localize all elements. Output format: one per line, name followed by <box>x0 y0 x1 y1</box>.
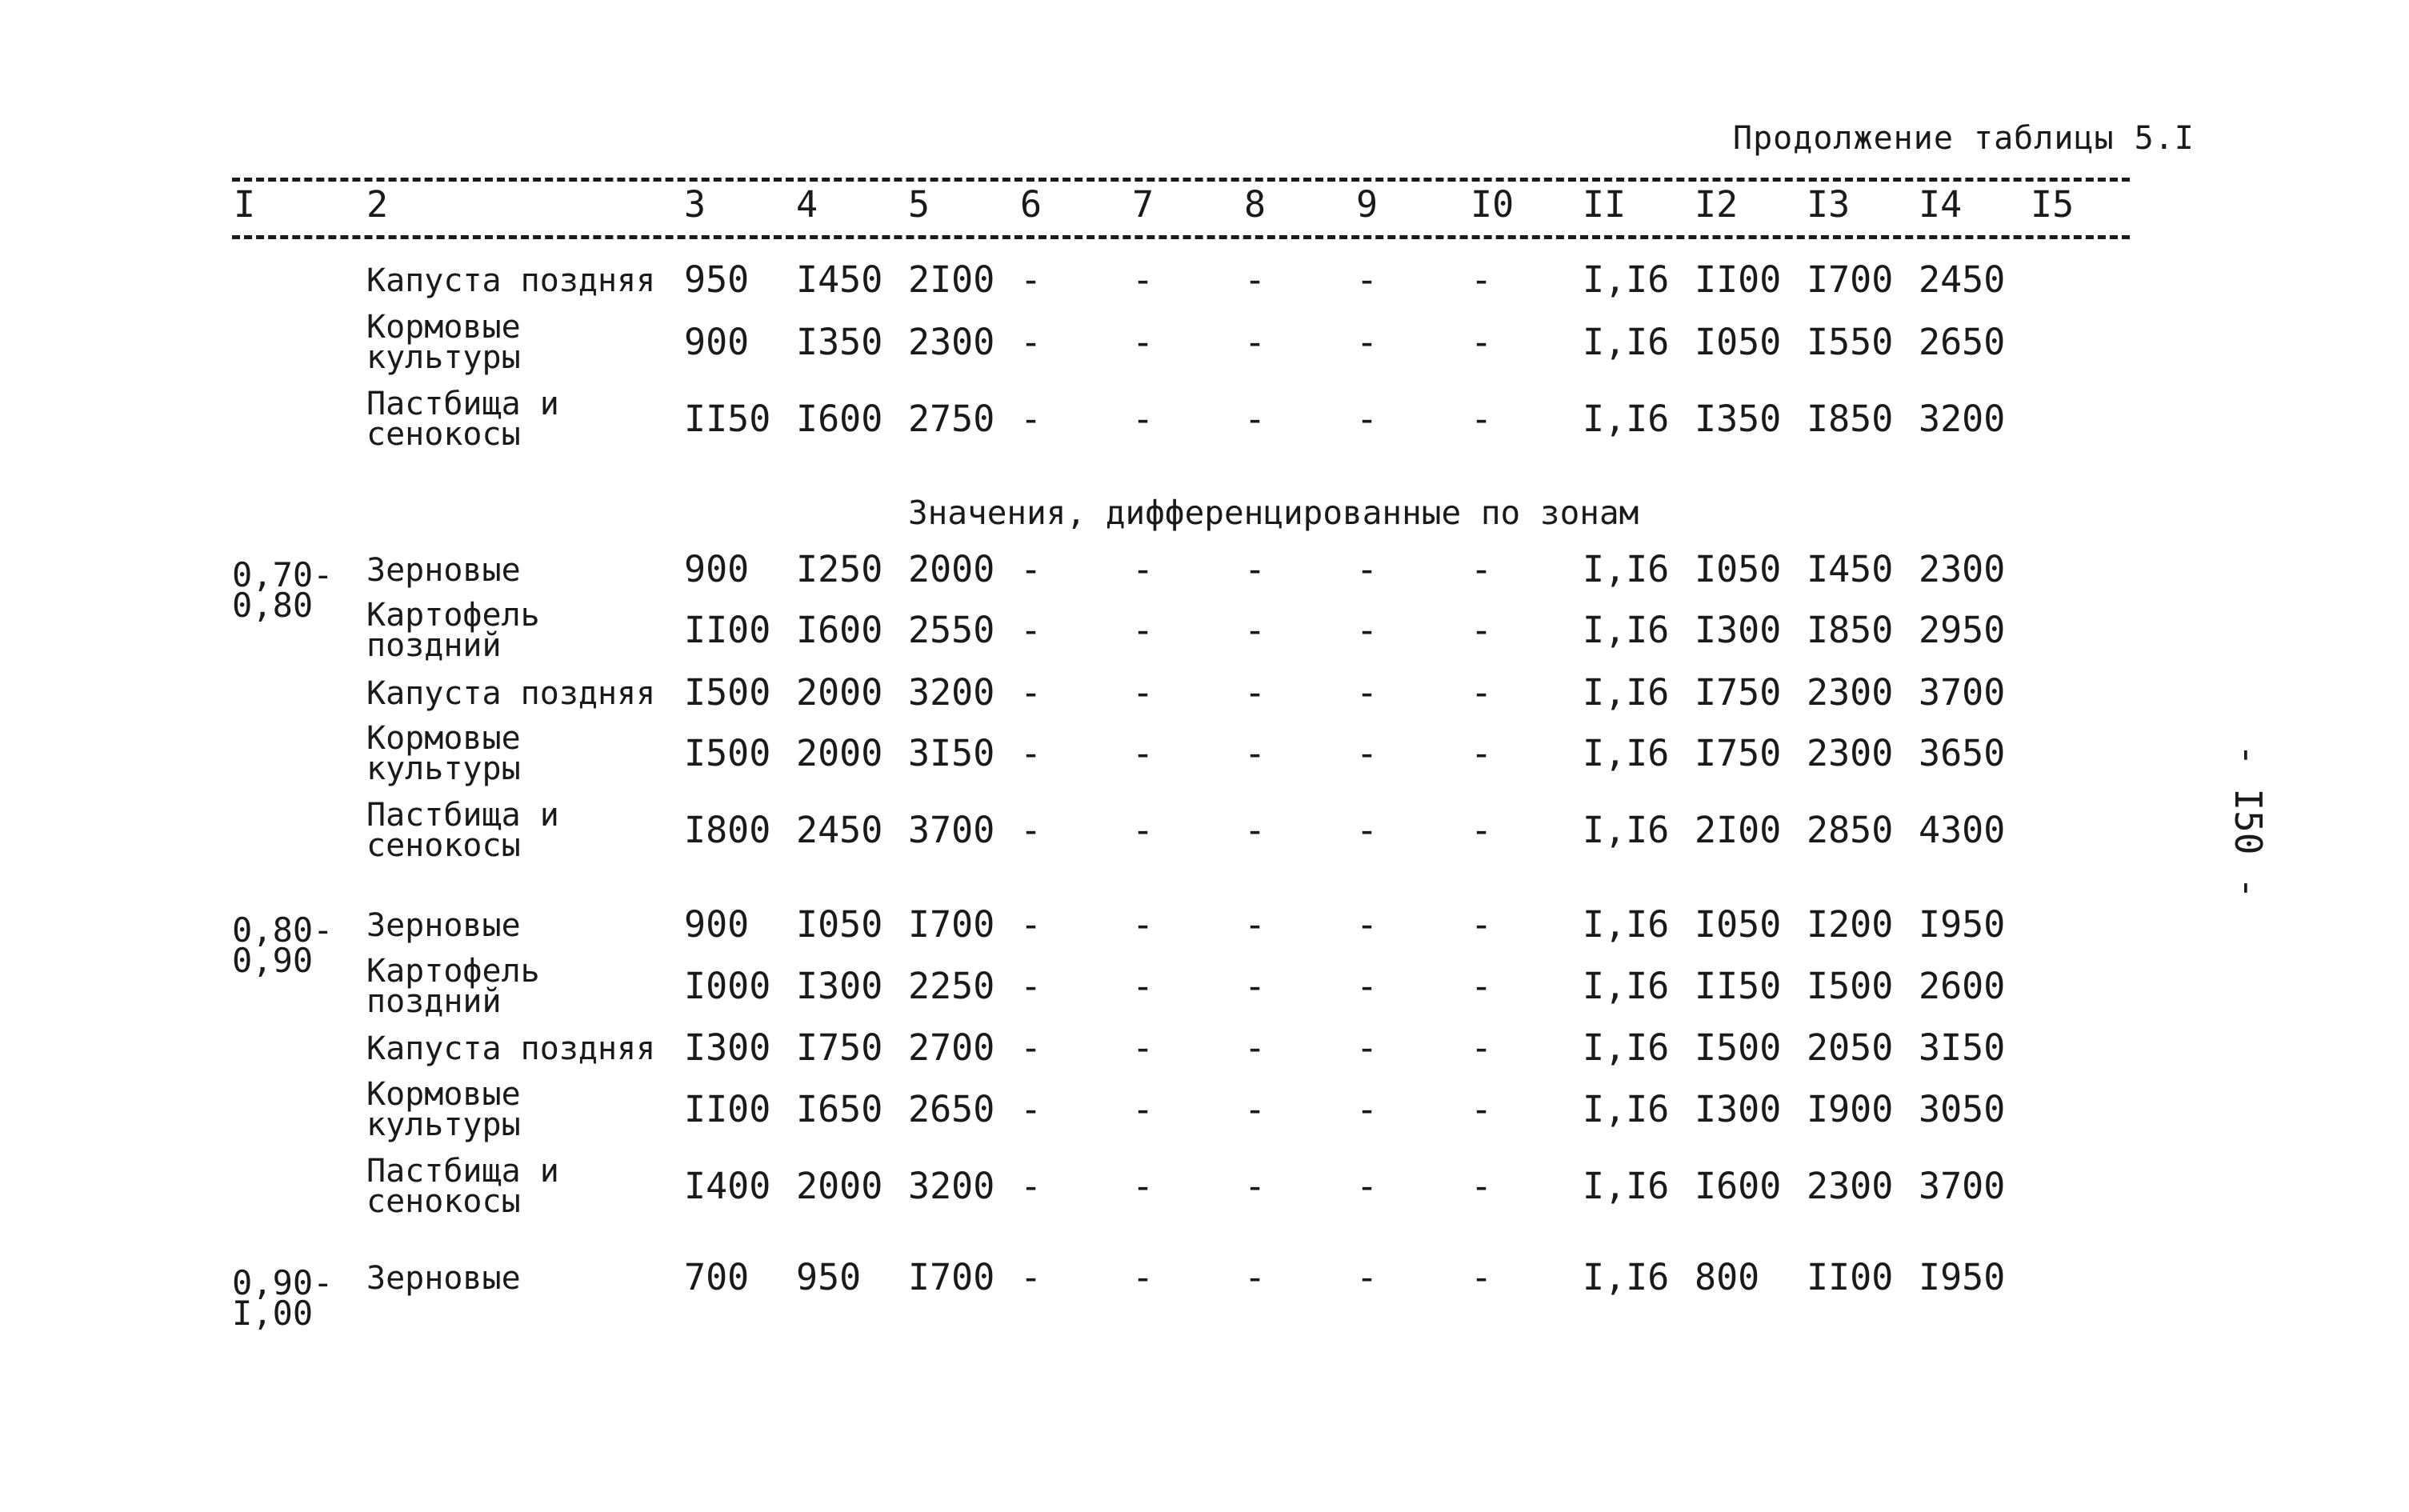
crop-name: Капуста поздняя <box>366 262 656 299</box>
table-cell: - <box>1244 671 1267 714</box>
table-cell: 3200 <box>908 1165 995 1207</box>
table-cell: - <box>1132 965 1154 1007</box>
table-cell: I050 <box>1695 321 1782 363</box>
table-cell: - <box>1471 671 1493 714</box>
table-cell: I,I6 <box>1583 1088 1670 1130</box>
page-number: - I50 - <box>2227 744 2270 899</box>
table-cell: - <box>1471 732 1493 774</box>
table-cell: 2300 <box>1919 548 2006 590</box>
table-cell: 2300 <box>1807 732 1894 774</box>
table-cell: I,I6 <box>1583 1026 1670 1069</box>
table-cell: 2300 <box>908 321 995 363</box>
table-cell: 950 <box>796 1256 862 1298</box>
table-cell: - <box>1471 903 1493 946</box>
table-cell: 3650 <box>1919 732 2006 774</box>
table-cell: - <box>1471 548 1493 590</box>
table-cell: I500 <box>1807 965 1894 1007</box>
table-cell: - <box>1356 1256 1379 1298</box>
table-cell: - <box>1471 609 1493 651</box>
table-cell: 3I50 <box>1919 1026 2006 1069</box>
table-cell: - <box>1020 548 1042 590</box>
table-cell: I050 <box>1695 903 1782 946</box>
column-header: I <box>234 183 256 226</box>
crop-name: культуры <box>366 339 521 376</box>
table-cell: - <box>1471 1026 1493 1069</box>
table-cell: 2300 <box>1807 1165 1894 1207</box>
table-cell: - <box>1244 398 1267 440</box>
table-cell: 2I00 <box>1695 809 1782 851</box>
table-cell: - <box>1356 609 1379 651</box>
table-cell: - <box>1244 809 1267 851</box>
table-cell: 2550 <box>908 609 995 651</box>
table-cell: - <box>1020 671 1042 714</box>
zone-label: 0,80 <box>232 586 314 625</box>
table-cell: II00 <box>684 1088 771 1130</box>
table-cell: 3I50 <box>908 732 995 774</box>
table-cell: - <box>1356 1165 1379 1207</box>
table-cell: - <box>1020 609 1042 651</box>
table-cell: I,I6 <box>1583 548 1670 590</box>
column-header: 9 <box>1356 183 1379 226</box>
table-cell: II50 <box>684 398 771 440</box>
table-cell: - <box>1020 1026 1042 1069</box>
table-cell: - <box>1020 903 1042 946</box>
table-cell: - <box>1471 258 1493 301</box>
table-cell: I450 <box>796 258 883 301</box>
table-cell: - <box>1132 548 1154 590</box>
table-cell: 2000 <box>908 548 995 590</box>
table-cell: - <box>1471 1088 1493 1130</box>
table-cell: I,I6 <box>1583 609 1670 651</box>
zone-label: 0,70- <box>232 555 334 594</box>
table-cell: 2000 <box>796 1165 883 1207</box>
table-cell: I050 <box>796 903 883 946</box>
table-cell: I750 <box>1695 671 1782 714</box>
table-cell: 900 <box>684 321 750 363</box>
table-cell: I850 <box>1807 609 1894 651</box>
crop-name: Кормовые <box>366 309 521 346</box>
table-cell: I950 <box>1919 903 2006 946</box>
table-cell: 800 <box>1695 1256 1760 1298</box>
column-header: 3 <box>684 183 706 226</box>
crop-name: культуры <box>366 1106 521 1143</box>
table-cell: 2050 <box>1807 1026 1894 1069</box>
table-cell: - <box>1356 1088 1379 1130</box>
table-cell: - <box>1356 548 1379 590</box>
table-cell: I900 <box>1807 1088 1894 1130</box>
table-cell: I,I6 <box>1583 398 1670 440</box>
table-cell: - <box>1020 732 1042 774</box>
table-cell: - <box>1132 398 1154 440</box>
table-cell: - <box>1356 671 1379 714</box>
column-header: I0 <box>1471 183 1515 226</box>
table-cell: - <box>1020 258 1042 301</box>
table-cell: - <box>1132 809 1154 851</box>
table-cell: - <box>1356 1026 1379 1069</box>
table-cell: - <box>1356 398 1379 440</box>
table-cell: 2750 <box>908 398 995 440</box>
column-header: I5 <box>2031 183 2075 226</box>
table-cell: - <box>1132 609 1154 651</box>
crop-name: Капуста поздняя <box>366 675 656 712</box>
table-cell: I250 <box>796 548 883 590</box>
crop-name: сенокосы <box>366 416 521 453</box>
crop-name: сенокосы <box>366 827 521 864</box>
table-cell: - <box>1020 965 1042 1007</box>
table-cell: - <box>1244 258 1267 301</box>
column-header: II <box>1583 183 1627 226</box>
table-cell: I600 <box>796 609 883 651</box>
crop-name: поздний <box>366 983 502 1020</box>
crop-name: сенокосы <box>366 1183 521 1220</box>
table-cell: I850 <box>1807 398 1894 440</box>
table-cell: 2950 <box>1919 609 2006 651</box>
table-cell: I,I6 <box>1583 1165 1670 1207</box>
column-header: 6 <box>1020 183 1042 226</box>
table-cell: I400 <box>684 1165 771 1207</box>
table-cell: I800 <box>684 809 771 851</box>
table-cell: I,I6 <box>1583 903 1670 946</box>
table-cell: - <box>1244 1256 1267 1298</box>
table-cell: - <box>1020 1165 1042 1207</box>
crop-name: Картофель <box>366 953 540 990</box>
table-cell: II00 <box>684 609 771 651</box>
table-cell: I350 <box>796 321 883 363</box>
table-cell: 2650 <box>908 1088 995 1130</box>
table-cell: 950 <box>684 258 750 301</box>
table-cell: 900 <box>684 903 750 946</box>
table-cell: I750 <box>1695 732 1782 774</box>
section-title: Значения, дифференцированные по зонам <box>908 494 1639 532</box>
table-cell: 3200 <box>908 671 995 714</box>
table-cell: I700 <box>908 903 995 946</box>
table-cell: - <box>1244 548 1267 590</box>
table-cell: I200 <box>1807 903 1894 946</box>
table-cell: II00 <box>1807 1256 1894 1298</box>
crop-name: культуры <box>366 750 521 787</box>
table-cell: 2850 <box>1807 809 1894 851</box>
table-cell: I,I6 <box>1583 732 1670 774</box>
crop-name: Зерновые <box>366 1260 521 1297</box>
table-cell: - <box>1132 903 1154 946</box>
zone-label: 0,80- <box>232 910 334 950</box>
table-cell: I500 <box>1695 1026 1782 1069</box>
table-cell: I000 <box>684 965 771 1007</box>
column-header: 8 <box>1244 183 1267 226</box>
table-cell: I700 <box>1807 258 1894 301</box>
table-cell: I950 <box>1919 1256 2006 1298</box>
table-cell: 2000 <box>796 732 883 774</box>
table-cell: - <box>1356 809 1379 851</box>
table-cell: - <box>1132 1256 1154 1298</box>
table-cell: 2450 <box>796 809 883 851</box>
table-cell: - <box>1471 809 1493 851</box>
table-cell: I500 <box>684 671 771 714</box>
crop-name: Кормовые <box>366 720 521 757</box>
table-cell: I700 <box>908 1256 995 1298</box>
table-cell: 2450 <box>1919 258 2006 301</box>
table-cell: - <box>1471 321 1493 363</box>
table-cell: - <box>1471 1165 1493 1207</box>
table-cell: 3700 <box>1919 1165 2006 1207</box>
table-cell: I,I6 <box>1583 258 1670 301</box>
table-cell: I300 <box>1695 609 1782 651</box>
table-cell: - <box>1020 321 1042 363</box>
table-cell: - <box>1356 258 1379 301</box>
table-cell: I500 <box>684 732 771 774</box>
crop-name: Капуста поздняя <box>366 1030 656 1067</box>
table-cell: - <box>1132 671 1154 714</box>
table-cell: 4300 <box>1919 809 2006 851</box>
table-cell: - <box>1244 1026 1267 1069</box>
table-cell: 2I00 <box>908 258 995 301</box>
crop-name: Зерновые <box>366 907 521 944</box>
table-cell: - <box>1471 1256 1493 1298</box>
table-caption: Продолжение таблицы 5.I <box>1733 120 2195 157</box>
column-header: 2 <box>366 183 389 226</box>
column-header: I2 <box>1695 183 1739 226</box>
column-header: 7 <box>1132 183 1154 226</box>
table-cell: - <box>1132 321 1154 363</box>
table-cell: - <box>1020 1256 1042 1298</box>
table-cell: - <box>1132 258 1154 301</box>
table-cell: I300 <box>684 1026 771 1069</box>
table-cell: 900 <box>684 548 750 590</box>
table-cell: I050 <box>1695 548 1782 590</box>
table-cell: I350 <box>1695 398 1782 440</box>
table-cell: - <box>1132 1165 1154 1207</box>
table-cell: I750 <box>796 1026 883 1069</box>
table-cell: I,I6 <box>1583 1256 1670 1298</box>
zone-label: 0,90 <box>232 941 314 980</box>
table-cell: I550 <box>1807 321 1894 363</box>
crop-name: Пастбища и <box>366 1153 559 1190</box>
crop-name: Пастбища и <box>366 386 559 422</box>
table-cell: 2000 <box>796 671 883 714</box>
table-cell: II50 <box>1695 965 1782 1007</box>
table-cell: II00 <box>1695 258 1782 301</box>
header-rule-top <box>232 178 2130 182</box>
table-cell: I,I6 <box>1583 321 1670 363</box>
crop-name: Пастбища и <box>366 797 559 834</box>
table-cell: 2600 <box>1919 965 2006 1007</box>
header-rule-bottom <box>232 235 2130 239</box>
crop-name: Картофель <box>366 597 540 634</box>
table-cell: 2300 <box>1807 671 1894 714</box>
table-cell: - <box>1132 1026 1154 1069</box>
table-cell: - <box>1244 732 1267 774</box>
table-cell: - <box>1471 965 1493 1007</box>
table-cell: I600 <box>1695 1165 1782 1207</box>
column-header: I3 <box>1807 183 1851 226</box>
crop-name: Зерновые <box>366 552 521 589</box>
crop-name: поздний <box>366 627 502 664</box>
table-cell: 3050 <box>1919 1088 2006 1130</box>
table-cell: 3200 <box>1919 398 2006 440</box>
table-cell: I300 <box>1695 1088 1782 1130</box>
table-cell: I450 <box>1807 548 1894 590</box>
table-cell: - <box>1244 1165 1267 1207</box>
table-cell: I600 <box>796 398 883 440</box>
table-cell: 2250 <box>908 965 995 1007</box>
table-cell: - <box>1020 398 1042 440</box>
table-cell: I650 <box>796 1088 883 1130</box>
table-cell: I,I6 <box>1583 671 1670 714</box>
table-cell: - <box>1356 903 1379 946</box>
table-cell: - <box>1471 398 1493 440</box>
column-header: 5 <box>908 183 930 226</box>
table-cell: I,I6 <box>1583 965 1670 1007</box>
table-cell: - <box>1132 1088 1154 1130</box>
column-header: 4 <box>796 183 818 226</box>
crop-name: Кормовые <box>366 1076 521 1113</box>
table-cell: - <box>1020 809 1042 851</box>
table-cell: 3700 <box>1919 671 2006 714</box>
table-cell: I,I6 <box>1583 809 1670 851</box>
table-cell: - <box>1356 321 1379 363</box>
table-cell: - <box>1244 321 1267 363</box>
table-cell: 3700 <box>908 809 995 851</box>
table-cell: I300 <box>796 965 883 1007</box>
table-cell: 2650 <box>1919 321 2006 363</box>
table-cell: - <box>1356 732 1379 774</box>
table-cell: 2700 <box>908 1026 995 1069</box>
table-cell: - <box>1132 732 1154 774</box>
table-cell: - <box>1244 903 1267 946</box>
zone-label: I,00 <box>232 1294 314 1333</box>
table-cell: - <box>1244 1088 1267 1130</box>
table-cell: - <box>1020 1088 1042 1130</box>
column-header: I4 <box>1919 183 1963 226</box>
table-cell: 700 <box>684 1256 750 1298</box>
table-cell: - <box>1244 965 1267 1007</box>
table-cell: - <box>1244 609 1267 651</box>
zone-label: 0,90- <box>232 1263 334 1302</box>
table-cell: - <box>1356 965 1379 1007</box>
